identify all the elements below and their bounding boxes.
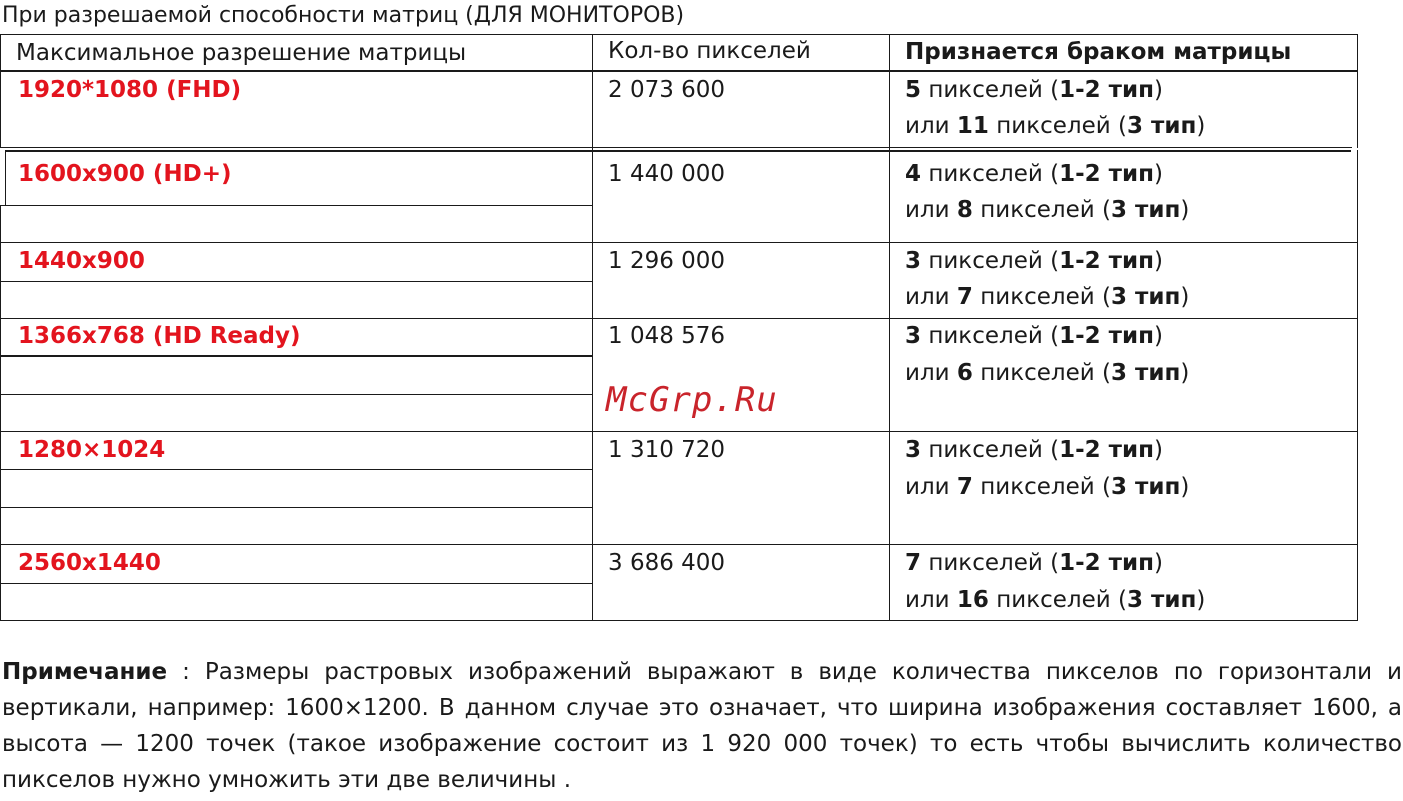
row2-defect-line1: 4 пикселей (1-2 тип) <box>905 161 1163 187</box>
row1-pixels: 2 073 600 <box>608 77 726 103</box>
row3-pixels: 1 296 000 <box>608 248 726 274</box>
col-divider-2 <box>889 34 890 621</box>
row2-resolution: 1600x900 (HD+) <box>18 161 232 187</box>
note-paragraph <box>2 654 1402 798</box>
row2-pixels: 1 440 000 <box>608 161 726 187</box>
row2-sub-line <box>0 205 592 206</box>
row3-defect-line1: 3 пикселей (1-2 тип) <box>905 248 1163 274</box>
col-divider-1 <box>592 34 593 621</box>
page-heading: При разрешаемой способности матриц (ДЛЯ МОНИТОРОВ) <box>2 3 685 28</box>
row6-pixels: 3 686 400 <box>608 550 726 576</box>
table-left-border <box>0 34 1 148</box>
header-pixels: Кол-во пикселей <box>608 38 811 64</box>
table-right-border-lower <box>1357 150 1358 621</box>
row1-defect-line2: или 11 пикселей (3 тип) <box>905 113 1206 139</box>
row2-defect-line2: или 8 пикселей (3 тип) <box>905 197 1190 223</box>
row6-resolution: 2560x1440 <box>18 550 161 576</box>
row5-defect-line1: 3 пикселей (1-2 тип) <box>905 437 1163 463</box>
row2-top-border <box>5 150 1351 152</box>
row5-pixels: 1 310 720 <box>608 437 726 463</box>
row3-defect-line2: или 7 пикселей (3 тип) <box>905 284 1190 310</box>
header-resolution: Максимальное разрешение матрицы <box>16 40 467 66</box>
row1-resolution: 1920*1080 (FHD) <box>18 77 242 103</box>
header-defect: Признается браком матрицы <box>905 39 1292 65</box>
row6-defect-line1: 7 пикселей (1-2 тип) <box>905 550 1163 576</box>
row4-sub-line-2 <box>0 394 592 395</box>
row6-sub-line <box>0 583 592 584</box>
row5-sub-line-1 <box>0 469 592 470</box>
table-right-border <box>1357 34 1358 148</box>
row1-bottom-border <box>0 147 1352 148</box>
row3-resolution: 1440x900 <box>18 248 145 274</box>
row4-sub-line-1 <box>0 355 592 357</box>
row4-defect-line1: 3 пикселей (1-2 тип) <box>905 323 1163 349</box>
row5-sub-line-2 <box>0 507 592 508</box>
row5-resolution: 1280×1024 <box>18 437 166 463</box>
row5-defect-line2: или 7 пикселей (3 тип) <box>905 474 1190 500</box>
note-label: Примечание <box>2 659 168 685</box>
note-text: : Размеры растровых изображений выражают в виде количества пикселов по горизонтали и вертикали, например: 1600×1200. В данном случае это означает, что ширина изображения составляет 1600, а высота — 1200 точек (такое изображение состоит из 1 920 000 точек) то есть чтобы вычислить количество пикселов нужно умножить эти две величины . <box>2 659 1402 793</box>
table-left-border-lower <box>0 205 1 621</box>
row6-defect-line2: или 16 пикселей (3 тип) <box>905 587 1206 613</box>
row3-sub-line <box>0 281 592 282</box>
table-bottom-border <box>0 620 1358 621</box>
row2-left-border <box>5 150 6 206</box>
row4-resolution: 1366x768 (HD Ready) <box>18 323 301 349</box>
row4-defect-line2: или 6 пикселей (3 тип) <box>905 360 1190 386</box>
row1-defect-line1: 5 пикселей (1-2 тип) <box>905 77 1163 103</box>
watermark: McGrp.Ru <box>606 380 778 420</box>
row4-pixels: 1 048 576 <box>608 323 726 349</box>
